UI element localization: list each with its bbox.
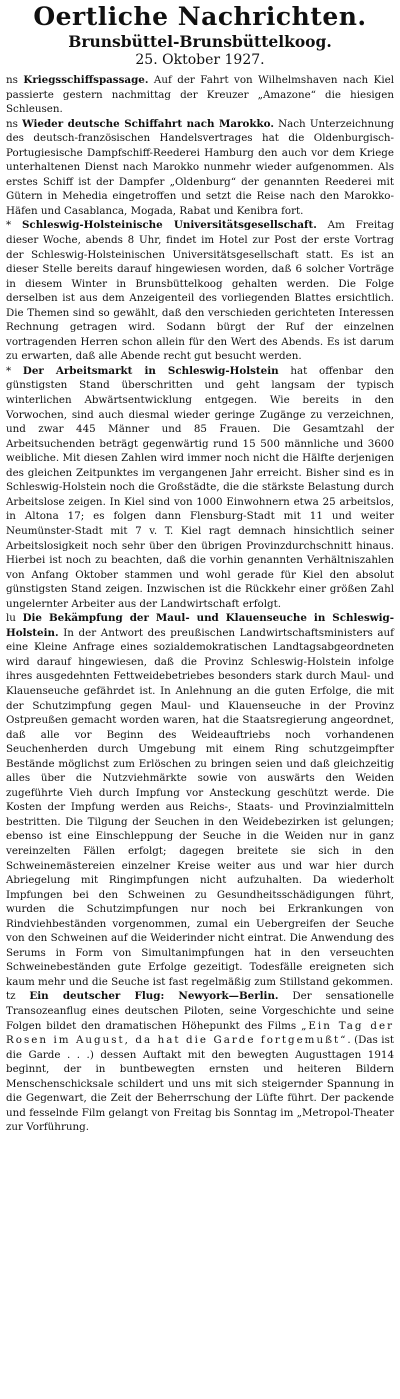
film-title: „Ein Tag der Rosen im August, da hat die Garde fortgemußt“: [6, 1019, 394, 1047]
article-headline: Die Bekämpfung der Maul- und Klauenseuche in Schleswig-Holstein.: [6, 612, 394, 639]
article-body: Am Freitag dieser Woche, abends 8 Uhr, findet im Hotel zur Post der erste Vortrag der Schleswig-Holsteinischen Universitätsgesellschaft statt. Es ist an dieser Stelle bereits darauf hingewiesen worden, daß 6 solcher Vorträge in diesem Winter in Brunsbüttelkoog gehalten werden. Die Folge derselben ist aus dem Anzeigenteil des vorliegenden Blattes ersichtlich. Die Themen sind so gewählt, daß den verschieden gerichteten Interessen Rechnung getragen wird. Sodann bürgt der Ruf der einzelnen vortragenden Herren schon allein für den Wert des Abends. Es ist darum zu erwarten, daß alle Abende recht gut besucht werden.: [6, 219, 394, 363]
article-prefix: ns: [6, 74, 24, 86]
article-headline: Der Arbeitsmarkt in Schleswig-Holstein: [22, 364, 279, 377]
article-prefix: tz: [6, 990, 30, 1003]
article-headline: Wieder deutsche Schiffahrt nach Marokko.: [22, 117, 274, 130]
article-body: Der sensationelle Transozeanflug eines deutschen Piloten, seine Vorgeschichte und seine Folgen bildet den dramatischen Höhepunkt des Films: [6, 990, 394, 1032]
article-body-continued: . (Das ist die Garde . . .) dessen Auftakt mit den bewegten Augusttagen 1914 beginnt, der in buntbewegten ernsten und heiteren Bildern Menschenschicksale schildert und uns mit sich steigernder Spannung in die Gegenwart, die Zeit der Beherrschung der Lüfte führt. Der packende und fesselnde Film gelangt von Freitag bis Sonntag im „Metropol-Theater zur Vorführung.: [6, 1034, 394, 1134]
article-shipping-morocco: [6, 117, 394, 219]
section-header: [6, 2, 394, 69]
article-labour-market: [6, 364, 394, 611]
section-title: Oertliche Nachrichten.: [33, 2, 367, 31]
article-headline: Schleswig-Holsteinische Universitätsgesellschaft.: [21, 219, 317, 232]
article-prefix: *: [6, 219, 22, 232]
article-body: Auf der Fahrt von Wilhelmshaven nach Kiel passierte gestern nachmittag der Kreuzer „Amazone“ die hiesigen Schleusen.: [6, 74, 394, 116]
article-transatlantic-flight-film: [6, 989, 394, 1134]
article-body: In der Antwort des preußischen Landwirtschaftsministers auf eine Kleine Anfrage eines sozialdemokratischen Landtagsabgeordneten wird darauf hingewiesen, daß die Provinz Schleswig-Holstein infolge ihres ausgedehnten Fettweidebetriebes besonders stark durch Maul- und Klauenseuche gefährdet ist. In Anlehnung an die guten Erfolge, die mit der Schutzimpfung gegen Maul- und Klauenseuche in der Provinz Ostpreußen gemacht worden waren, hat die Staatsregierung angeordnet, daß alle vor Beginn des Weideauftriebs noch vorhandenen Seuchenherden durch Umgebung mit einem Ring schutzgeimpfter Bestände möglichst zum Erlöschen zu bringen seien und daß gleichzeitig alles über die Nutzviehmärkte sowie von auswärts den Weiden zugeführte Vieh durch Impfung vor Ansteckung geschützt werde. Die Kosten der Impfung werden aus Reichs-, Staats- und Provinzialmitteln bestritten. Die Tilgung der Seuchen in den Weidebezirken ist gelungen; ebenso ist eine Einschleppung der Seuche in die Weiden nur in ganz vereinzelten Fällen erfolgt; dagegen breitete sie sich in den Schweinemästereien einzelner Kreise weiter aus und war hier durch Abriegelung mit Ringimpfungen nicht aufzuhalten. Da wiederholt Impfungen bei den Schweinen zu Gesundheitsschädigungen führt, wurden die Schutzimpfungen nur noch bei Erkrankungen von Rindviehbeständen vorgenommen, zumal ein Uebergreifen der Seuche von den Schweinen auf die Weiderinder nicht eintrat. Die Anwendung des Serums in Form von Simultanimpfungen hat in den verseuchten Schweinebeständen gute Erfolge gezeitigt. Todesfälle ereigneten sich kaum mehr und die Seuche ist fast regelmäßig zum Stillstand gekommen.: [6, 626, 394, 988]
article-university-society: [6, 218, 394, 363]
article-body: Nach Unterzeichnung des deutsch-französischen Handelsvertrages hat die Oldenburgisch-Portugiesische Dampfschiff-Reederei Hamburg den auch vor dem Kriege unterhaltenen Dienst nach Marokko nunmehr wieder aufgenommen. Als erstes Schiff ist der Dampfer „Oldenburg“ der genannten Reederei mit Gütern in Mehedia eingetroffen und setzt die Reise nach den Marokko-Häfen und Casablanca, Mogada, Rabat und Kenibra fort.: [6, 117, 394, 217]
article-prefix: ns: [6, 117, 23, 130]
article-body: hat offenbar den günstigsten Stand überschritten und geht langsam der typisch winterlichen Abwärtsentwicklung entgegen. Wie bereits in den Vorwochen, sind auch diesmal wieder geringe Zugänge zu verzeichnen, und zwar 445 Männer und 85 Frauen. Die Gesamtzahl der Arbeitsuchenden beträgt gegenwärtig rund 15 500 männliche und 3600 weibliche. Mit diesen Zahlen wird immer noch nicht die Hälfte derjenigen des gleichen Zeitpunktes im vergangenen Jahr erreicht. Bisher sind es in Schleswig-Holstein noch die Großstädte, die die stärkste Belastung durch Arbeitslose zeigen. In Kiel sind von 1000 Einwohnern etwa 25 arbeitslos, in Altona 17; es folgen dann Flensburg-Stadt mit 11 und weiter Neumünster-Stadt mit 7 v. T. Kiel ragt demnach hinsichtlich seiner Arbeitslosigkeit noch sehr über den übrigen Provinzdurchschnitt hinaus. Hierbei ist noch zu beachten, daß die vorhin genannten Verhältniszahlen von Anfang Oktober stammen und wohl gerade für Kiel den absolut günstigsten Stand zeigen. Inzwischen ist die Rückkehr einer größen Zahl ungelernter Arbeiter aus der Landwirtschaft erfolgt.: [6, 364, 394, 610]
article-prefix: lu: [6, 612, 23, 625]
issue-date: 25. Oktober 1927.: [135, 52, 265, 68]
article-foot-and-mouth-disease: [6, 611, 394, 989]
location-subtitle: Brunsbüttel-Brunsbüttelkoog.: [68, 32, 332, 51]
article-headline: Ein deutscher Flug: Newyork—Berlin.: [29, 990, 279, 1003]
article-warship-passage: [6, 73, 394, 117]
article-prefix: *: [6, 364, 23, 377]
article-headline: Kriegsschiffspassage.: [23, 74, 149, 86]
